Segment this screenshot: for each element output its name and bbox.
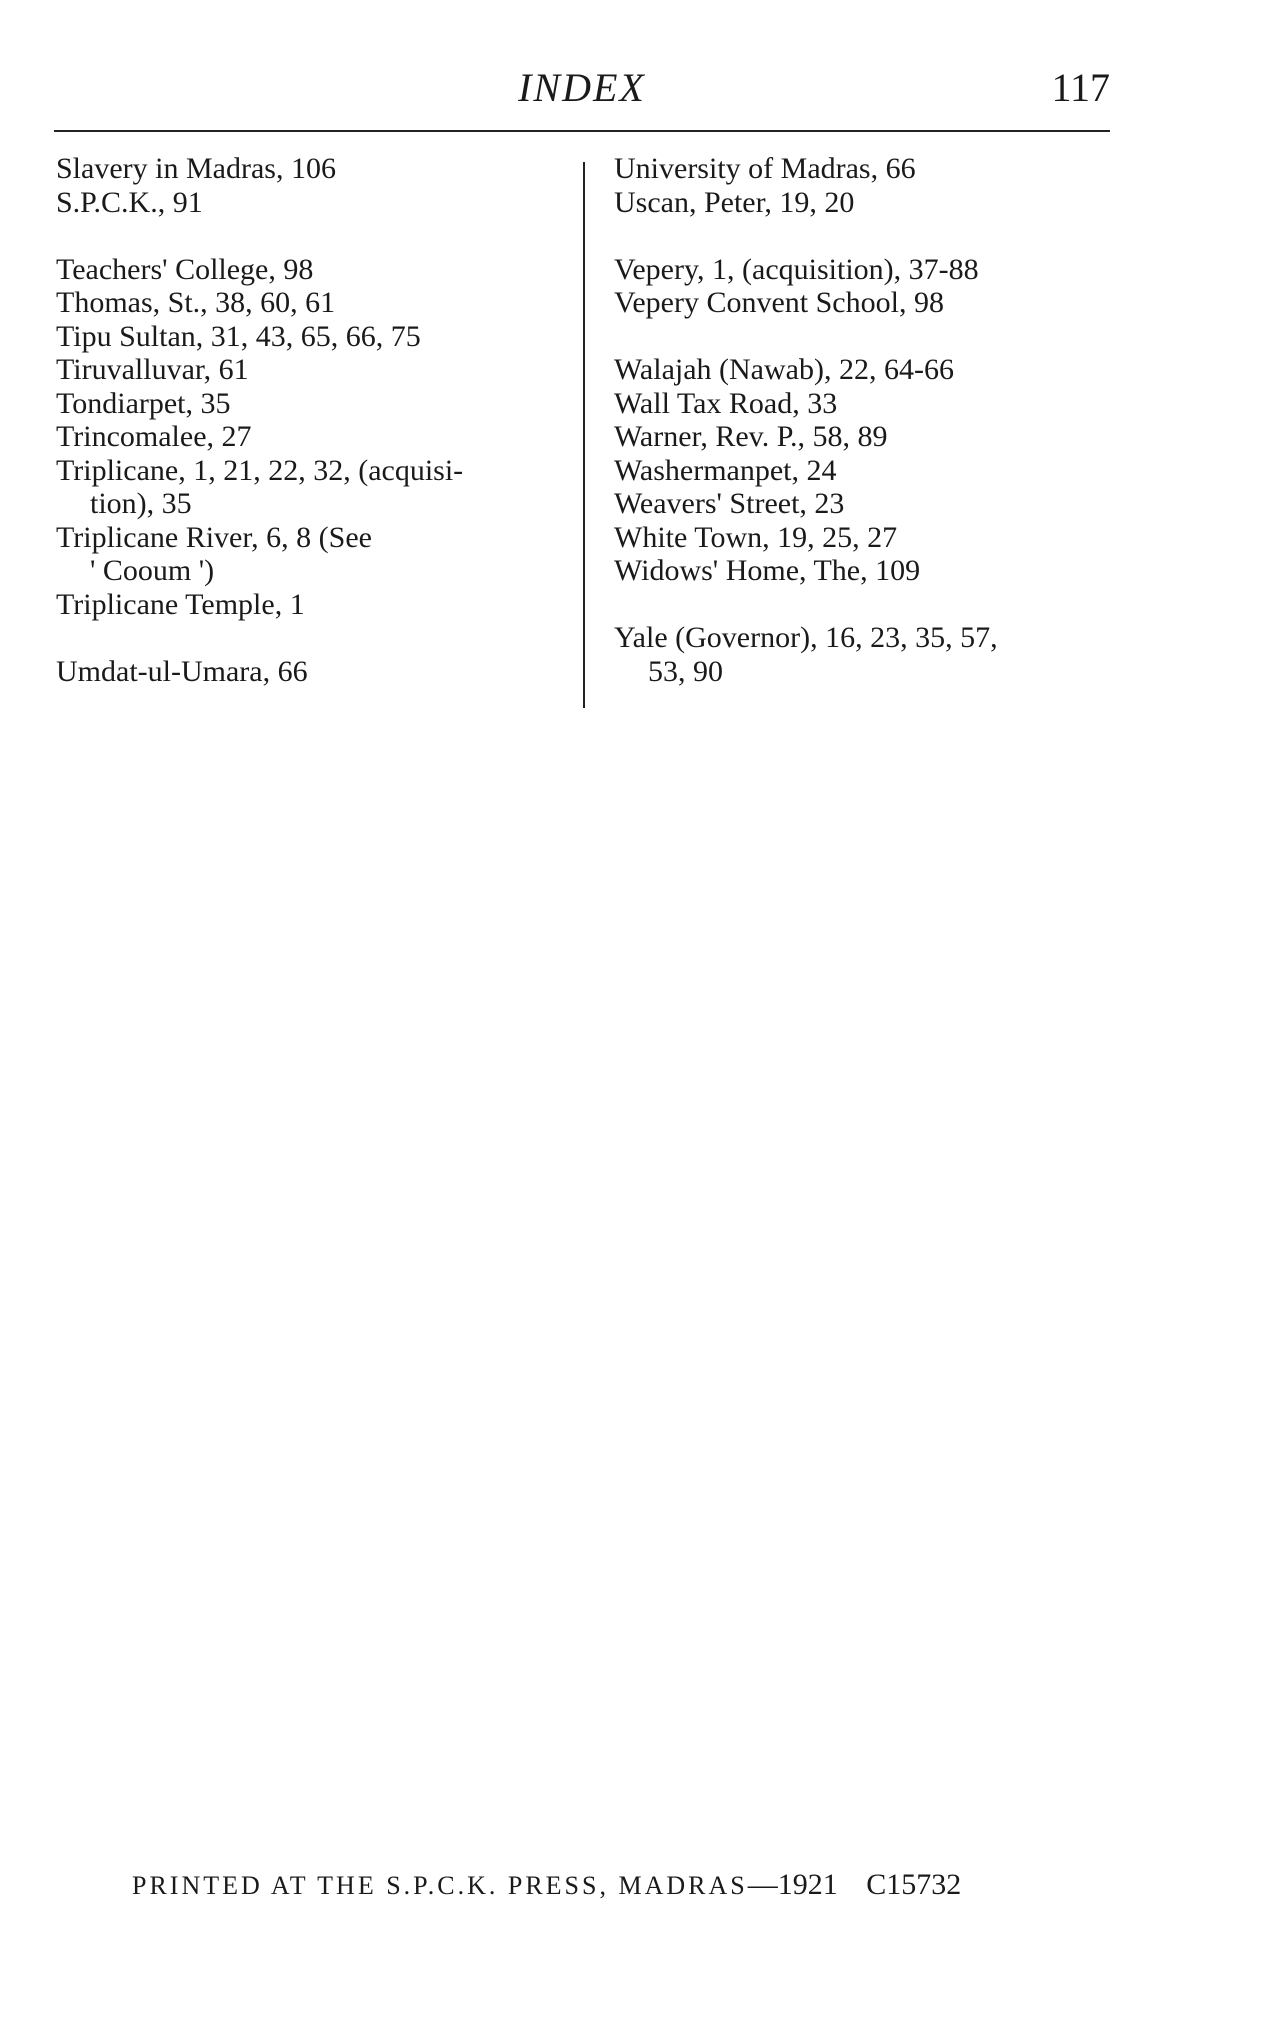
index-entry: Slavery in Madras, 106 xyxy=(56,152,336,185)
index-entry: Vepery Convent School, 98 xyxy=(614,286,944,319)
page-header xyxy=(54,64,1110,124)
index-entry: Wall Tax Road, 33 xyxy=(614,386,838,420)
index-entry: Weavers' Street, 23 xyxy=(614,487,845,520)
section-gap xyxy=(56,621,556,655)
index-entry: White Town, 19, 25, 27 xyxy=(614,520,898,554)
index-column-right xyxy=(614,152,1114,688)
section-gap xyxy=(56,219,556,253)
section-gap xyxy=(614,588,1114,622)
index-entry: Tondiarpet, 35 xyxy=(56,386,231,420)
index-entry: Vepery, 1, (acquisition), 37-88 xyxy=(614,252,979,286)
column-divider xyxy=(583,162,585,708)
index-entry: Tipu Sultan, 31, 43, 65, 66, 75 xyxy=(56,319,421,353)
index-entry-continuation: 53, 90 xyxy=(648,654,723,688)
index-entry: Widows' Home, The, 109 xyxy=(614,554,921,587)
index-entry: S.P.C.K., 91 xyxy=(56,185,203,219)
index-entry: Walajah (Nawab), 22, 64-66 xyxy=(614,353,954,386)
index-entry: Warner, Rev. P., 58, 89 xyxy=(614,420,888,453)
header-rule xyxy=(54,130,1110,132)
section-gap xyxy=(614,219,1114,253)
index-entry: Triplicane Temple, 1 xyxy=(56,587,305,621)
section-gap xyxy=(614,320,1114,354)
print-year: —1921 xyxy=(747,1868,838,1901)
index-entry: Thomas, St., 38, 60, 61 xyxy=(56,286,336,319)
printer-line: PRINTED AT THE S.P.C.K. PRESS, MADRAS xyxy=(132,1871,748,1900)
index-entry: Uscan, Peter, 19, 20 xyxy=(614,185,855,219)
index-entry: University of Madras, 66 xyxy=(614,152,916,185)
running-title: INDEX xyxy=(518,65,646,110)
index-entry: Teachers' College, 98 xyxy=(56,252,314,286)
index-entry: Washermanpet, 24 xyxy=(614,453,837,487)
print-code: C15732 xyxy=(866,1868,962,1901)
index-column-left xyxy=(56,152,556,688)
index-entry: Umdat-ul-Umara, 66 xyxy=(56,654,308,688)
index-entry: Triplicane, 1, 21, 22, 32, (acquisi- xyxy=(56,453,464,487)
index-entry: Triplicane River, 6, 8 (See xyxy=(56,520,372,554)
page-number: 117 xyxy=(1051,65,1110,110)
index-entry: Yale (Governor), 16, 23, 35, 57, xyxy=(614,621,998,654)
printer-imprint xyxy=(132,1868,961,1902)
index-entry-continuation: tion), 35 xyxy=(90,487,192,520)
index-entry: Tiruvalluvar, 61 xyxy=(56,353,249,386)
index-entry-continuation: ' Cooum ') xyxy=(90,554,215,587)
index-entry: Trincomalee, 27 xyxy=(56,420,252,453)
